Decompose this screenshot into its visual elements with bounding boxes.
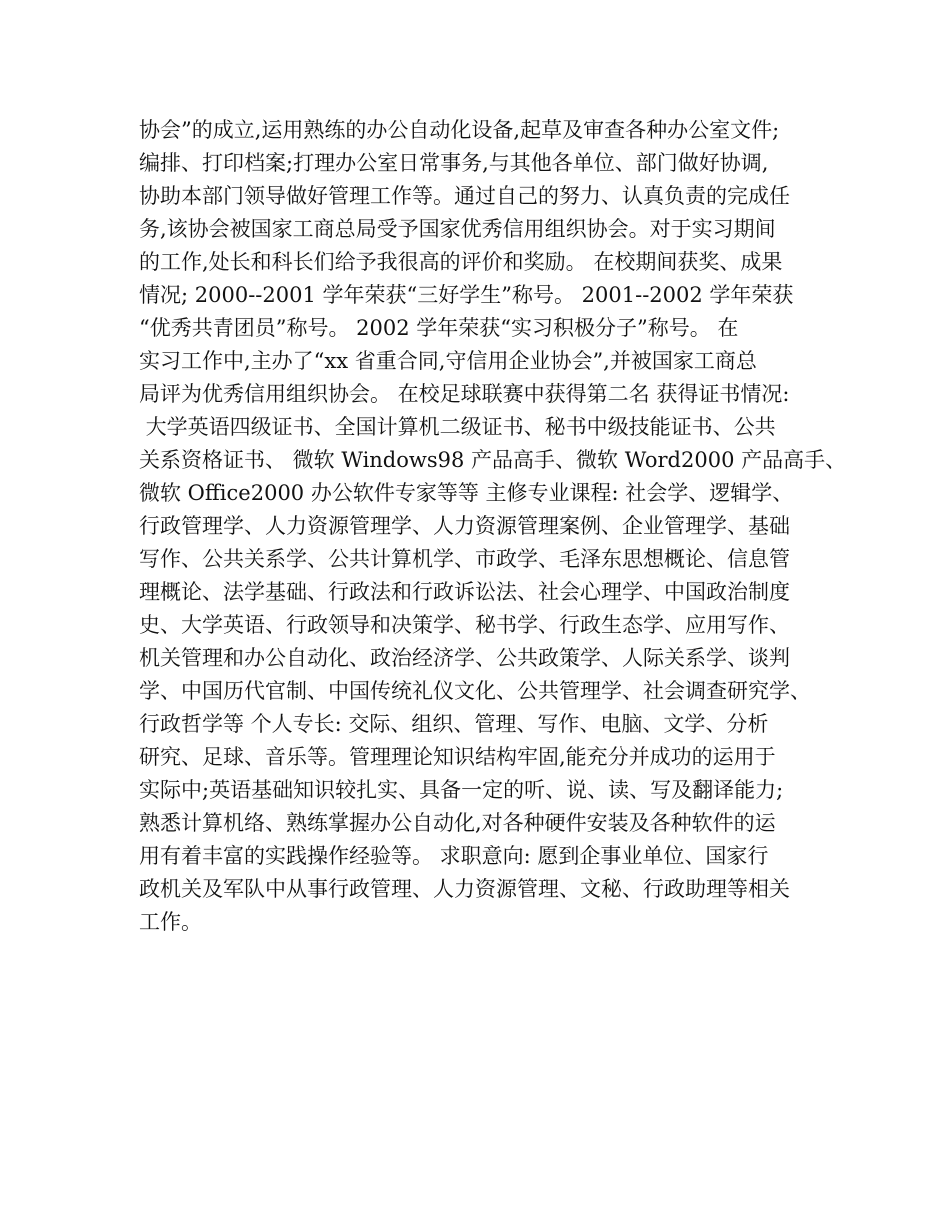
text-line: 熟悉计算机络、熟练掌握办公自动化,对各种硬件安装及各种软件的运 bbox=[139, 811, 776, 835]
text-line: 行政管理学、人力资源管理学、人力资源管理案例、企业管理学、基础 bbox=[139, 514, 790, 538]
text-line: 的工作,处长和科长们给予我很高的评价和奖励。 在校期间获奖、成果 bbox=[139, 250, 783, 274]
text-line: 情况; 2000--2001 学年荣获“三好学生”称号。 2001--2002 学年荣获 bbox=[139, 283, 794, 307]
text-line: 理概论、法学基础、行政法和行政诉讼法、社会心理学、中国政治制度 bbox=[139, 580, 790, 604]
text-line: 学、中国历代官制、中国传统礼仪文化、公共管理学、社会调查研究学、 bbox=[139, 679, 811, 703]
text-line: 微软 Office2000 办公软件专家等等 主修专业课程: 社会学、逻辑学、 bbox=[139, 481, 794, 505]
text-line: 局评为优秀信用组织协会。 在校足球联赛中获得第二名 获得证书情况: bbox=[139, 382, 790, 406]
text-line: 写作、公共关系学、公共计算机学、市政学、毛泽东思想概论、信息管 bbox=[139, 547, 790, 571]
text-line: 机关管理和办公自动化、政治经济学、公共政策学、人际关系学、谈判 bbox=[139, 646, 790, 670]
text-line: 研究、足球、音乐等。管理理论知识结构牢固,能充分并成功的运用于 bbox=[139, 745, 776, 769]
text-line: “优秀共青团员”称号。 2002 学年荣获“实习积极分子”称号。 在 bbox=[139, 316, 739, 340]
text-line: 实际中;英语基础知识较扎实、具备一定的听、说、读、写及翻译能力; bbox=[139, 778, 784, 802]
text-line: 用有着丰富的实践操作经验等。 求职意向: 愿到企事业单位、国家行 bbox=[139, 844, 769, 868]
text-line: 实习工作中,主办了“xx 省重合同,守信用企业协会”,并被国家工商总 bbox=[139, 349, 757, 373]
text-line: 史、大学英语、行政领导和决策学、秘书学、行政生态学、应用写作、 bbox=[139, 613, 790, 637]
text-line: 行政哲学等 个人专长: 交际、组织、管理、写作、电脑、文学、分析 bbox=[139, 712, 769, 736]
text-line: 协助本部门领导做好管理工作等。通过自己的努力、认真负责的完成任 bbox=[139, 184, 790, 208]
body-text bbox=[139, 114, 847, 939]
text-line: 工作。 bbox=[139, 910, 202, 934]
text-line: 务,该协会被国家工商总局受予国家优秀信用组织协会。对于实习期间 bbox=[139, 217, 776, 241]
text-line: 关系资格证书、 微软 Windows98 产品高手、微软 Word2000 产品高手、 bbox=[139, 448, 847, 472]
text-line: 编排、打印档案;打理办公室日常事务,与其他各单位、部门做好协调, bbox=[139, 151, 769, 175]
text-line: 协会”的成立,运用熟练的办公自动化设备,起草及审查各种办公室文件; bbox=[139, 118, 780, 142]
text-line: 政机关及军队中从事行政管理、人力资源管理、文秘、行政助理等相关 bbox=[139, 877, 790, 901]
text-line: 大学英语四级证书、全国计算机二级证书、秘书中级技能证书、公共 bbox=[139, 415, 776, 439]
